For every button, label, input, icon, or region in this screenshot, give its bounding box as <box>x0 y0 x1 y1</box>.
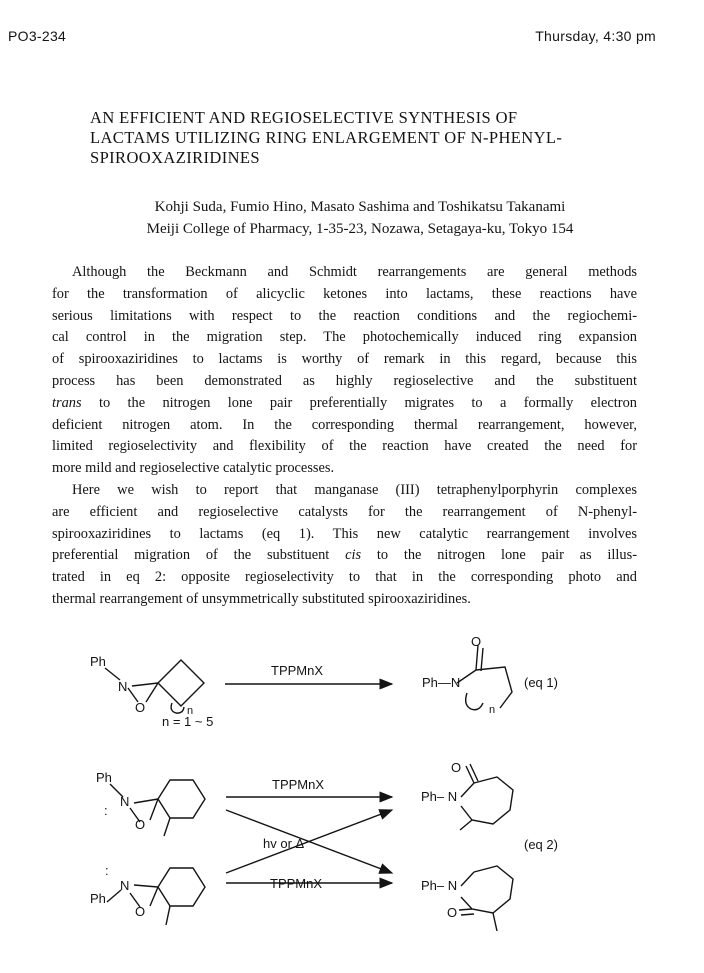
text-line: Here we wish to report that manganase (III) tetraphenylporphyrin complexes <box>72 482 637 498</box>
eq1-label: (eq 1) <box>524 675 558 690</box>
cyclohexane-ring <box>158 868 205 906</box>
o-atom-label: O <box>135 700 146 715</box>
ph-label: Ph <box>96 770 112 785</box>
text-line: are efficient and regioselective catalysts for the rearrangement of N-phenyl- <box>52 503 637 520</box>
eq2-label: (eq 2) <box>524 837 558 852</box>
text-line: limited regioselectivity and flexibility of the reaction have created the need for <box>52 438 637 455</box>
ring <box>158 660 204 706</box>
bond <box>107 890 121 902</box>
text-line: thermal rearrangement of unsymmetrically substituted spirooxaziridines. <box>52 590 471 607</box>
scheme-labels <box>90 634 558 920</box>
text-line: deficient nitrogen atom. In the corresponding thermal rearrangement, however, <box>52 416 637 433</box>
product-ph-n: Ph– N <box>421 878 458 893</box>
carbonyl-bond <box>461 914 474 915</box>
text-line: Although the Beckmann and Schmidt rearrangements are general methods <box>72 264 637 280</box>
italic-trans: trans <box>52 394 82 411</box>
n-subscript: n <box>187 705 194 717</box>
hv-label: hv or Δ <box>263 836 305 851</box>
bond <box>134 799 158 803</box>
product-ph-n: Ph– N <box>421 789 458 804</box>
methyl-bond <box>166 906 170 925</box>
reagent-label: TPPMnX <box>270 876 323 891</box>
methyl-bond <box>460 820 472 830</box>
carbonyl-bond <box>459 909 472 910</box>
bond <box>134 885 158 887</box>
lone-pair: : <box>104 803 108 818</box>
text-fragment: preferential migration of the substituent <box>52 547 346 564</box>
lone-pair: : <box>105 863 109 878</box>
reagent-label: TPPMnX <box>272 777 325 792</box>
title-line: AN EFFICIENT AND REGIOSELECTIVE SYNTHESIS OF <box>90 108 518 127</box>
affiliation: Meiji College of Pharmacy, 1-35-23, Nozawa, Setagaya-ku, Tokyo 154 <box>146 221 574 237</box>
bond <box>132 683 158 686</box>
carbonyl-bond <box>481 648 483 671</box>
methyl-bond <box>493 913 497 931</box>
bond <box>150 799 158 820</box>
ring <box>476 667 512 708</box>
n-subscript: n <box>489 704 496 716</box>
o-atom-label: O <box>135 817 146 832</box>
n-atom-label: N <box>118 679 128 694</box>
ring-chain <box>466 693 483 710</box>
bond <box>146 683 158 702</box>
author-list: Kohji Suda, Fumio Hino, Masato Sashima and Toshikatsu Takanami <box>154 199 566 215</box>
carbonyl-o-label: O <box>471 634 482 649</box>
text-line: process has been demonstrated as highly regioselective and the substituent <box>52 372 637 389</box>
product-ph-n: Ph—N <box>422 675 461 690</box>
azepane-ring <box>461 777 513 824</box>
text-fragment: to the nitrogen lone pair as illus- <box>361 547 637 564</box>
reagent-label: TPPMnX <box>271 663 324 678</box>
text-line: spirooxaziridines to lactams (eq 1). This new catalytic rearrangement involves <box>52 525 637 542</box>
text-fragment: to the nitrogen lone pair preferentially migrates to a formally electron <box>81 394 637 411</box>
carbonyl-o-label: O <box>447 905 458 920</box>
italic-cis: cis <box>345 547 362 564</box>
bond <box>461 783 474 797</box>
n-atom-label: N <box>120 878 130 893</box>
cyclohexane-ring <box>158 780 205 818</box>
ph-label: Ph <box>90 891 106 906</box>
bond <box>150 887 158 906</box>
text-line: more mild and regioselective catalytic processes. <box>52 460 335 477</box>
text-line: for the transformation of alicyclic ketones into lactams, these reactions have <box>52 285 637 302</box>
text-line: cal control in the migration step. The photochemically induced ring expansion <box>52 329 637 346</box>
n-range-label: n = 1 ~ 5 <box>162 714 214 729</box>
ph-label: Ph <box>90 654 106 669</box>
text-line: of spirooxaziridines to lactams is worthy of remark in this regard, because this <box>52 351 637 368</box>
bond <box>461 872 474 886</box>
n-atom-label: N <box>120 794 130 809</box>
text-line: trated in eq 2: opposite regioselectivity to that in the corresponding photo and <box>52 569 637 586</box>
methyl-bond <box>164 818 170 836</box>
o-atom-label: O <box>135 904 146 919</box>
carbonyl-o-label: O <box>451 760 462 775</box>
text-line: serious limitations with respect to the reaction conditions and the regiochemi- <box>52 307 637 324</box>
azepane-ring <box>461 866 513 913</box>
title-line: SPIROOXAZIRIDINES <box>90 148 260 167</box>
session-time: Thursday, 4:30 pm <box>535 28 656 44</box>
abstract-code: PO3-234 <box>8 28 67 44</box>
title-line: LACTAMS UTILIZING RING ENLARGEMENT OF N-PHENYL- <box>90 128 563 147</box>
